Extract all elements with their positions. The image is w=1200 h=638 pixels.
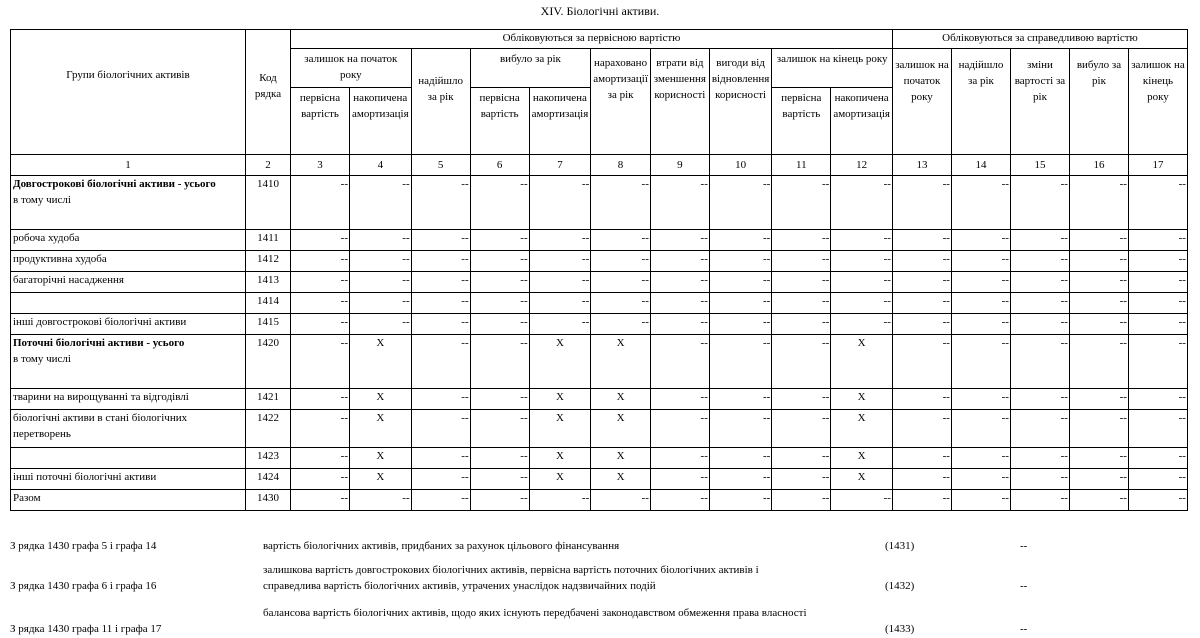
table-cell: -- <box>772 335 831 389</box>
table-cell: -- <box>529 230 591 251</box>
row-code: 1415 <box>246 314 291 335</box>
table-cell: -- <box>470 469 529 490</box>
footnote-ref: З рядка 1430 графа 11 і графа 17 <box>10 623 162 635</box>
table-cell: -- <box>650 448 709 469</box>
row-label: продуктивна худоба <box>11 251 246 272</box>
row-label: Разом <box>11 490 246 511</box>
table-cell: -- <box>291 293 350 314</box>
table-row <box>11 469 1188 490</box>
table-cell: -- <box>591 314 651 335</box>
table-cell: -- <box>350 314 412 335</box>
header-closing-accum-amort: накопичена амортизація <box>831 88 893 155</box>
table-cell: -- <box>892 335 951 389</box>
table-cell: -- <box>1010 314 1069 335</box>
table-cell: -- <box>892 469 951 490</box>
table-cell: -- <box>892 230 951 251</box>
table-cell: -- <box>470 272 529 293</box>
footnote-text: балансова вартість біологічних активів, щодо яких існують передбачені законодавством обмеження права власності <box>263 607 807 619</box>
table-cell: -- <box>709 448 771 469</box>
table-cell: -- <box>350 230 412 251</box>
column-number: 8 <box>591 155 651 176</box>
table-cell: -- <box>650 335 709 389</box>
table-cell: X <box>529 335 591 389</box>
table-cell: -- <box>470 389 529 410</box>
header-received: надійшло за рік <box>411 49 470 155</box>
table-cell: -- <box>470 293 529 314</box>
table-cell: -- <box>951 293 1010 314</box>
table-cell: X <box>529 389 591 410</box>
table-row <box>11 335 1188 389</box>
table-cell: -- <box>772 230 831 251</box>
table-cell: -- <box>1010 176 1069 230</box>
table-cell: -- <box>1128 251 1187 272</box>
header-accrued-amortization: нараховано амортизації за рік <box>591 49 651 155</box>
table-cell: -- <box>1010 293 1069 314</box>
table-cell: -- <box>1010 490 1069 511</box>
table-cell: -- <box>1069 335 1128 389</box>
table-cell: -- <box>350 251 412 272</box>
column-number-row <box>11 155 1188 176</box>
table-cell: -- <box>1128 230 1187 251</box>
table-cell: -- <box>1069 389 1128 410</box>
table-cell: X <box>831 469 893 490</box>
table-cell: -- <box>709 335 771 389</box>
table-cell: -- <box>411 251 470 272</box>
table-cell: -- <box>709 490 771 511</box>
table-cell: -- <box>709 176 771 230</box>
table-cell: -- <box>892 490 951 511</box>
column-number: 14 <box>951 155 1010 176</box>
header-fv-closing: залишок на кінець року <box>1128 49 1187 155</box>
table-row <box>11 410 1188 448</box>
table-cell: -- <box>1010 251 1069 272</box>
row-label-title: Поточні біологічні активи - усього <box>13 337 185 349</box>
table-cell: -- <box>892 176 951 230</box>
table-cell: -- <box>831 230 893 251</box>
table-cell: -- <box>772 410 831 448</box>
row-code: 1421 <box>246 389 291 410</box>
column-number: 2 <box>246 155 291 176</box>
table-cell: X <box>831 389 893 410</box>
table-cell: -- <box>1069 293 1128 314</box>
table-cell: -- <box>1010 469 1069 490</box>
footnote-value: -- <box>1020 540 1028 552</box>
table-cell: -- <box>1010 410 1069 448</box>
table-cell: -- <box>291 490 350 511</box>
table-cell: -- <box>350 293 412 314</box>
row-label <box>11 176 246 230</box>
table-cell: -- <box>1069 448 1128 469</box>
header-code: Код рядка <box>246 30 291 155</box>
table-cell: -- <box>291 469 350 490</box>
table-cell: -- <box>591 251 651 272</box>
table-cell: -- <box>951 335 1010 389</box>
table-cell: -- <box>1128 176 1187 230</box>
footnote-value: -- <box>1020 623 1028 635</box>
row-label <box>11 293 246 314</box>
table-cell: -- <box>1069 272 1128 293</box>
table-cell: -- <box>1128 389 1187 410</box>
header-opening-accum-amort: накопичена амортизація <box>350 88 412 155</box>
table-cell: X <box>591 448 651 469</box>
table-cell: -- <box>411 490 470 511</box>
header-fv-received: надійшло за рік <box>951 49 1010 155</box>
table-cell: -- <box>470 314 529 335</box>
table-cell: X <box>831 410 893 448</box>
table-cell: -- <box>831 176 893 230</box>
column-number: 11 <box>772 155 831 176</box>
page-title: XIV. Біологічні активи. <box>540 4 660 18</box>
table-cell: -- <box>709 230 771 251</box>
table-cell: X <box>350 389 412 410</box>
column-number: 5 <box>411 155 470 176</box>
table-cell: -- <box>591 230 651 251</box>
table-cell: -- <box>1128 272 1187 293</box>
table-cell: -- <box>1010 448 1069 469</box>
row-label <box>11 448 246 469</box>
table-row <box>11 490 1188 511</box>
table-cell: X <box>591 469 651 490</box>
table-cell: -- <box>470 251 529 272</box>
table-cell: -- <box>411 314 470 335</box>
row-label: інші поточні біологічні активи <box>11 469 246 490</box>
row-label-sub: в тому числі <box>13 194 71 206</box>
table-cell: -- <box>529 176 591 230</box>
column-number: 3 <box>291 155 350 176</box>
table-cell: -- <box>411 293 470 314</box>
footnote-code: (1432) <box>885 580 915 592</box>
column-number: 12 <box>831 155 893 176</box>
row-label: біологічні активи в стані біологічних перетворень <box>11 410 246 448</box>
table-cell: -- <box>470 410 529 448</box>
header-fv-opening: залишок на початок року <box>892 49 951 155</box>
table-cell: -- <box>529 490 591 511</box>
table-cell: X <box>591 410 651 448</box>
table-cell: -- <box>951 314 1010 335</box>
column-number: 6 <box>470 155 529 176</box>
table-cell: -- <box>291 335 350 389</box>
table-cell: -- <box>831 272 893 293</box>
table-row <box>11 448 1188 469</box>
table-cell: -- <box>470 490 529 511</box>
row-code: 1413 <box>246 272 291 293</box>
table-cell: -- <box>772 314 831 335</box>
table-cell: -- <box>1128 490 1187 511</box>
table-cell: X <box>350 448 412 469</box>
header-disposed: вибуло за рік <box>470 49 591 88</box>
table-cell: -- <box>951 176 1010 230</box>
table-cell: -- <box>951 490 1010 511</box>
header-opening-initial-value: первісна вартість <box>291 88 350 155</box>
table-cell: -- <box>709 293 771 314</box>
table-cell: -- <box>1069 176 1128 230</box>
table-cell: -- <box>1069 314 1128 335</box>
table-cell: -- <box>1010 389 1069 410</box>
table-cell: -- <box>291 410 350 448</box>
table-cell: -- <box>650 230 709 251</box>
table-cell: -- <box>951 251 1010 272</box>
row-label <box>11 335 246 389</box>
table-row <box>11 176 1188 230</box>
footnote-text: залишкова вартість довгострокових біологічних активів, первісна вартість поточних біологічних активів і справедлива вартість біологічних активів, утрачених унаслідок надзвичайних подій <box>263 564 759 592</box>
table-cell: -- <box>772 490 831 511</box>
table-cell: -- <box>591 293 651 314</box>
table-cell: -- <box>650 490 709 511</box>
table-cell: -- <box>1128 314 1187 335</box>
table-cell: -- <box>892 448 951 469</box>
row-label-title: Довгострокові біологічні активи - усього <box>13 178 216 190</box>
table-cell: -- <box>892 410 951 448</box>
table-row <box>11 251 1188 272</box>
table-cell: -- <box>470 448 529 469</box>
table-cell: -- <box>951 230 1010 251</box>
table-cell: X <box>529 469 591 490</box>
table-cell: -- <box>411 272 470 293</box>
table-cell: -- <box>650 389 709 410</box>
table-cell: -- <box>892 314 951 335</box>
table-cell: -- <box>1128 293 1187 314</box>
table-cell: -- <box>650 251 709 272</box>
table-cell: -- <box>1010 230 1069 251</box>
header-fv-changes: зміни вартості за рік <box>1010 49 1069 155</box>
table-cell: -- <box>529 251 591 272</box>
table-row <box>11 389 1188 410</box>
table-cell: -- <box>709 314 771 335</box>
table-cell: -- <box>350 176 412 230</box>
table-cell: -- <box>650 410 709 448</box>
table-row <box>11 314 1188 335</box>
column-number: 16 <box>1069 155 1128 176</box>
table-cell: -- <box>831 251 893 272</box>
table-cell: -- <box>411 335 470 389</box>
table-cell: -- <box>1069 230 1128 251</box>
column-number: 10 <box>709 155 771 176</box>
table-cell: -- <box>892 251 951 272</box>
table-cell: -- <box>951 272 1010 293</box>
table-cell: -- <box>411 469 470 490</box>
table-cell: -- <box>411 410 470 448</box>
column-number: 13 <box>892 155 951 176</box>
table-cell: -- <box>1128 448 1187 469</box>
row-code: 1430 <box>246 490 291 511</box>
table-cell: -- <box>650 293 709 314</box>
header-disposed-accum-amort: накопичена амортизація <box>529 88 591 155</box>
row-label: робоча худоба <box>11 230 246 251</box>
table-cell: -- <box>350 272 412 293</box>
table-cell: -- <box>650 469 709 490</box>
table-cell: -- <box>772 448 831 469</box>
table-cell: -- <box>1069 469 1128 490</box>
row-code: 1424 <box>246 469 291 490</box>
row-label: тварини на вирощуванні та відгодівлі <box>11 389 246 410</box>
table-row <box>11 293 1188 314</box>
table-cell: -- <box>411 176 470 230</box>
column-number: 15 <box>1010 155 1069 176</box>
footnote-code: (1433) <box>885 623 915 635</box>
table-cell: X <box>350 335 412 389</box>
table-cell: -- <box>470 230 529 251</box>
table-cell: -- <box>772 389 831 410</box>
header-opening-balance: залишок на початок року <box>291 49 412 88</box>
row-code: 1412 <box>246 251 291 272</box>
row-code: 1414 <box>246 293 291 314</box>
table-cell: -- <box>1069 490 1128 511</box>
table-cell: -- <box>470 176 529 230</box>
header-fv-disposed: вибуло за рік <box>1069 49 1128 155</box>
table-cell: -- <box>291 230 350 251</box>
table-cell: -- <box>772 293 831 314</box>
table-row <box>11 272 1188 293</box>
biological-assets-table <box>10 29 1188 511</box>
footnote-ref: З рядка 1430 графа 6 і графа 16 <box>10 580 157 592</box>
table-cell: -- <box>892 389 951 410</box>
table-cell: -- <box>529 293 591 314</box>
table-cell: -- <box>951 410 1010 448</box>
table-cell: -- <box>709 469 771 490</box>
table-cell: X <box>350 469 412 490</box>
table-cell: -- <box>650 314 709 335</box>
table-cell: -- <box>1010 272 1069 293</box>
table-cell: -- <box>291 272 350 293</box>
table-cell: -- <box>1128 335 1187 389</box>
column-number: 9 <box>650 155 709 176</box>
table-cell: -- <box>650 176 709 230</box>
column-number: 7 <box>529 155 591 176</box>
table-cell: -- <box>831 293 893 314</box>
table-cell: -- <box>772 251 831 272</box>
footnote-code: (1431) <box>885 540 915 552</box>
table-cell: X <box>529 410 591 448</box>
table-cell: X <box>831 448 893 469</box>
table-cell: -- <box>411 389 470 410</box>
table-cell: -- <box>1069 410 1128 448</box>
table-cell: -- <box>1128 469 1187 490</box>
header-closing-initial-value: первісна вартість <box>772 88 831 155</box>
table-cell: -- <box>1010 335 1069 389</box>
column-number: 17 <box>1128 155 1187 176</box>
table-cell: -- <box>709 410 771 448</box>
row-code: 1410 <box>246 176 291 230</box>
row-code: 1420 <box>246 335 291 389</box>
table-cell: -- <box>951 469 1010 490</box>
table-cell: -- <box>529 272 591 293</box>
table-cell: -- <box>831 490 893 511</box>
table-cell: -- <box>470 335 529 389</box>
table-cell: -- <box>772 176 831 230</box>
header-groups: Групи біологічних активів <box>11 30 246 155</box>
table-cell: X <box>831 335 893 389</box>
table-cell: -- <box>291 176 350 230</box>
row-label-sub: в тому числі <box>13 353 71 365</box>
row-code: 1411 <box>246 230 291 251</box>
column-number: 1 <box>11 155 246 176</box>
table-cell: -- <box>350 490 412 511</box>
row-code: 1423 <box>246 448 291 469</box>
footnote-ref: З рядка 1430 графа 5 і графа 14 <box>10 540 157 552</box>
table-cell: -- <box>1128 410 1187 448</box>
table-cell: X <box>591 335 651 389</box>
table-cell: -- <box>951 448 1010 469</box>
table-cell: -- <box>591 490 651 511</box>
row-code: 1422 <box>246 410 291 448</box>
header-reversal: вигоди від відновлення корисності <box>709 49 771 155</box>
column-number: 4 <box>350 155 412 176</box>
table-cell: -- <box>772 469 831 490</box>
header-impairment: втрати від зменшення корисності <box>650 49 709 155</box>
table-cell: -- <box>291 314 350 335</box>
row-label: багаторічні насадження <box>11 272 246 293</box>
table-cell: -- <box>529 314 591 335</box>
table-cell: -- <box>1069 251 1128 272</box>
table-cell: -- <box>591 176 651 230</box>
table-cell: -- <box>709 251 771 272</box>
footnote-value: -- <box>1020 580 1028 592</box>
table-row <box>11 230 1188 251</box>
table-cell: -- <box>291 389 350 410</box>
table-cell: -- <box>591 272 651 293</box>
table-cell: -- <box>411 230 470 251</box>
table-cell: -- <box>650 272 709 293</box>
table-cell: -- <box>291 251 350 272</box>
header-disposed-initial-value: первісна вартість <box>470 88 529 155</box>
table-cell: -- <box>291 448 350 469</box>
table-cell: -- <box>892 293 951 314</box>
table-cell: -- <box>831 314 893 335</box>
footnote-text: вартість біологічних активів, придбаних за рахунок цільового фінансування <box>263 540 620 552</box>
table-cell: X <box>350 410 412 448</box>
header-fair-value: Обліковуються за справедливою вартістю <box>892 30 1187 49</box>
table-cell: -- <box>411 448 470 469</box>
table-cell: -- <box>709 389 771 410</box>
table-cell: -- <box>772 272 831 293</box>
table-cell: X <box>591 389 651 410</box>
table-cell: -- <box>709 272 771 293</box>
row-label: інші довгострокові біологічні активи <box>11 314 246 335</box>
header-initial-cost: Обліковуються за первісною вартістю <box>291 30 893 49</box>
header-closing-balance: залишок на кінець року <box>772 49 893 88</box>
table-cell: -- <box>892 272 951 293</box>
table-cell: X <box>529 448 591 469</box>
table-cell: -- <box>951 389 1010 410</box>
